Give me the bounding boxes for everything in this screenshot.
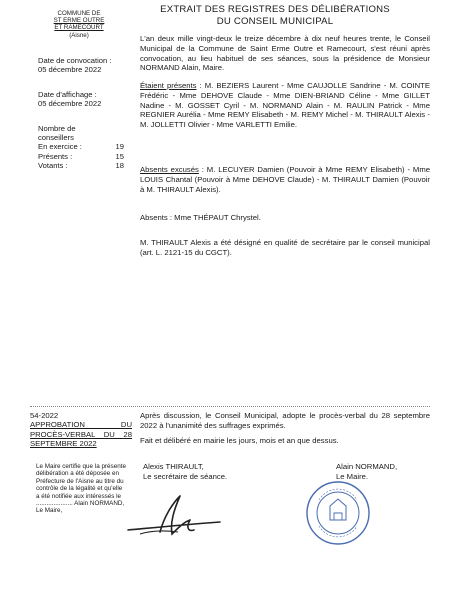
affichage-block — [38, 90, 130, 108]
secretary-paragraph: M. THIRAULT Alexis a été désigné en qualité de secrétaire par le conseil municipal (art. L. 2121-15 du CGCT). — [140, 238, 430, 257]
legality-certification-note: Le Maire certifie que la présente délibération a été déposée en Préfecture de l'Aisne au titre du contrôle de la légalité et qu'elle a été notifiée aux intéressés le ..................... Alain NORMAND, Le Maire, — [36, 463, 126, 515]
count-value: 18 — [115, 160, 124, 170]
excuses-text: : M. LECUYER Damien (Pouvoir à Mme REMY Elisabeth) - Mme LOUIS Chantal (Pouvoir à Mme DEHOVE Claude) - M. THIRAULT Damien (Pouvoir à M. THIRAULT Alexis). — [140, 165, 430, 194]
affichage-date: 05 décembre 2022 — [38, 99, 102, 109]
presents-paragraph — [140, 81, 430, 130]
header-line2: DU CONSEIL MUNICIPAL — [216, 16, 334, 27]
mayor-signature-block — [336, 462, 436, 481]
counts-title-line1: Nombre de — [38, 124, 76, 133]
commune-block — [30, 10, 128, 39]
commune-name-line2: ET RAMECOURT — [54, 24, 104, 32]
convocation-block — [38, 56, 130, 74]
secretary-signature-block — [143, 462, 283, 481]
count-label: Présents : — [38, 151, 73, 161]
header-line1: EXTRAIT DES REGISTRES DES DÉLIBÉRATIONS — [160, 4, 390, 15]
excuses-paragraph — [140, 165, 430, 194]
resolution-paragraph: Après discussion, le Conseil Municipal, adopte le procès-verbal du 28 septembre 2022 à l'unanimité des suffrages exprimés. — [140, 411, 430, 430]
mayor-role: Le Maire. — [336, 471, 369, 481]
count-label: En exercice : — [38, 142, 82, 152]
counts-block — [38, 124, 130, 170]
convocation-date: 05 décembre 2022 — [38, 65, 102, 75]
secretary-role: Le secrétaire de séance. — [143, 471, 228, 481]
intro-paragraph: L'an deux mille vingt-deux le treize décembre à dix neuf heures trente, le Conseil Municipal de la Commune de Saint Erme Outre et Ramecourt, s'est réuni après convocation, au lieu habituel de ses séances, sous la présidence de Monsieur NORMAND Alain, Maire. — [140, 34, 430, 73]
document-header — [140, 4, 410, 28]
count-label: Votants : — [38, 160, 68, 170]
presents-text: : M. BEZIERS Laurent - Mme CAUJOLLE Sandrine - M. COINTE Frédéric - Mme DEHOVE Claude - Mme DIEN-BRIAND Céline - Mme GILLET Nadine - M. GOSSET Cyril - M. NORMAND Alain - M. RAULIN Patrick - Mme REGNIER Aurélia - Mme REMY Elisabeth - M. REMY Michel - M. THIRAULT Alexis - M. JOLLETTI Olivier - Mme VARLETTI Emilie. — [140, 81, 430, 130]
municipal-seal-stamp — [305, 480, 371, 546]
count-value: 15 — [115, 151, 124, 161]
count-row-exercice — [38, 142, 130, 151]
mayor-name: Alain NORMAND, — [336, 462, 398, 471]
count-row-presents — [38, 152, 130, 161]
presents-label: Étaient présents — [140, 81, 197, 90]
absents-line: Absents : Mme THÉPAUT Chrystel. — [140, 213, 261, 222]
deliberation-block — [30, 411, 132, 449]
count-row-votants — [38, 161, 130, 170]
secretary-name: Alexis THIRAULT, — [143, 462, 204, 471]
closing-line: Fait et délibéré en mairie les jours, mois et an que dessus. — [140, 436, 339, 445]
count-value: 19 — [115, 142, 124, 152]
deliberation-number: 54-2022 — [30, 411, 59, 420]
section-divider — [30, 406, 430, 407]
affichage-label: Date d'affichage : — [38, 90, 97, 99]
excuses-label: Absents excusés — [140, 165, 199, 174]
convocation-label: Date de convocation : — [38, 56, 112, 65]
commune-department: (Aisne) — [69, 31, 89, 39]
commune-name-line1: ST ERME OUTRE — [53, 17, 105, 25]
commune-label: COMMUNE DE — [57, 10, 101, 17]
deliberation-title: APPROBATION DU PROCÈS-VERBAL DU 28 SEPTEMBRE 2022 — [30, 420, 132, 449]
counts-title-line2: conseillers — [38, 133, 74, 143]
handwritten-signature — [120, 492, 250, 542]
